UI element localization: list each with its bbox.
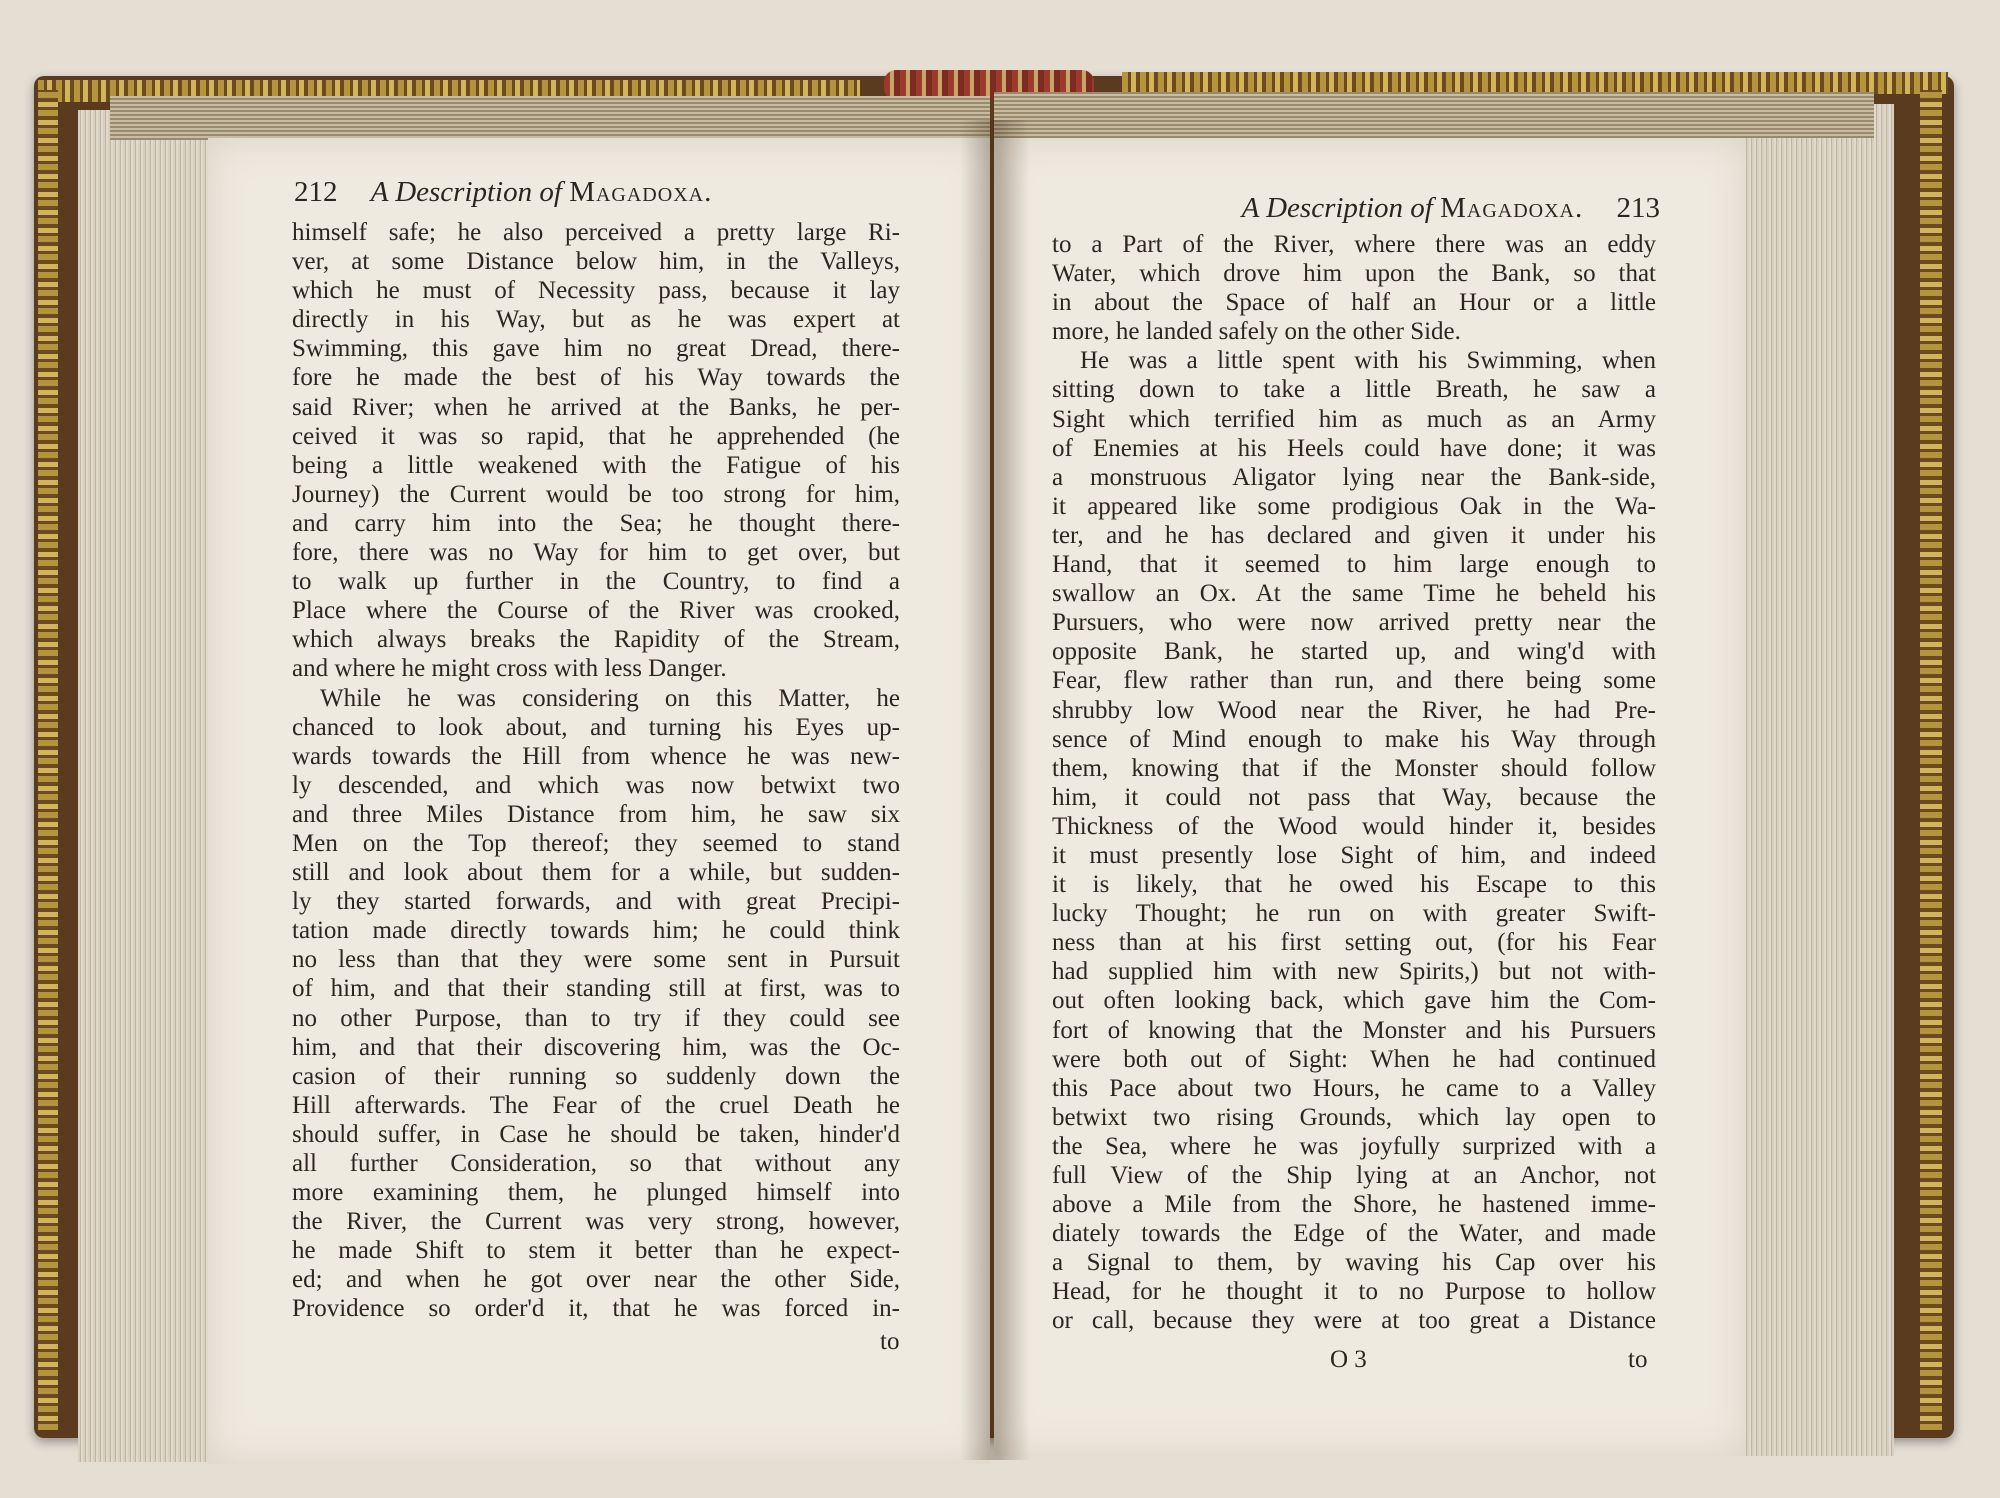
- text-line: ness than at his first setting out, (for his Fear: [1052, 929, 1656, 957]
- page-edges-top-right: [994, 92, 1874, 138]
- text-line: Thickness of the Wood would hinder it, besides: [1052, 812, 1656, 840]
- left-running-title: A Description of: [370, 176, 562, 208]
- text-line: lucky Thought; he run on with greater Swift-: [1052, 900, 1656, 928]
- text-line: being a little weakened with the Fatigue of his: [292, 451, 900, 479]
- text-line: this Pace about two Hours, he came to a Valley: [1052, 1074, 1656, 1102]
- text-line: fore, there was no Way for him to get over, but: [292, 539, 900, 567]
- text-line: in about the Space of half an Hour or a little: [1052, 289, 1656, 317]
- text-line: had supplied him with new Spirits,) but not with-: [1052, 958, 1656, 986]
- text-line: the Sea, where he was joyfully surprized with a: [1052, 1132, 1656, 1160]
- text-line: to a Part of the River, where there was an eddy: [1052, 231, 1656, 258]
- text-line: Fear, flew rather than run, and there being some: [1052, 667, 1656, 695]
- text-line: full View of the Ship lying at an Anchor, not: [1052, 1162, 1656, 1189]
- right-running-place: Magadoxa.: [1440, 192, 1584, 224]
- text-line: He was a little spent with his Swimming, when: [1080, 347, 1656, 375]
- page-edges-right: [1744, 104, 1894, 1456]
- text-line: more examining them, he plunged himself into: [292, 1179, 900, 1207]
- text-line: ly descended, and which was now betwixt two: [292, 771, 900, 799]
- left-page-number: 212: [294, 176, 338, 208]
- text-line: more, he landed safely on the other Side.: [1052, 318, 1461, 346]
- text-line: ter, and he has declared and given it under his: [1052, 521, 1656, 549]
- text-line: ly they started forwards, and with great Precipi-: [292, 888, 900, 916]
- text-line: Pursuers, who were now arrived pretty near the: [1052, 609, 1656, 637]
- text-line: casion of their running so suddenly down the: [292, 1062, 900, 1090]
- text-line: directly in his Way, but as he was expert at: [292, 306, 900, 334]
- gilt-border-left: [38, 90, 58, 1430]
- left-page-text: [292, 218, 900, 1324]
- text-line: all further Consideration, so that without any: [292, 1150, 900, 1177]
- text-line: still and look about them for a while, but sudden-: [292, 859, 900, 887]
- text-line: he made Shift to stem it better than he expect-: [292, 1237, 900, 1265]
- text-line: swallow an Ox. At the same Time he beheld his: [1052, 580, 1656, 608]
- text-line: Sight which terrified him as much as an Army: [1052, 405, 1656, 433]
- text-line: a Signal to them, by waving his Cap over his: [1052, 1249, 1656, 1277]
- text-line: it appeared like some prodigious Oak in the Wa-: [1052, 492, 1656, 520]
- text-line: Journey) the Current would be too strong for him,: [292, 480, 900, 508]
- text-line: no other Purpose, than to try if they could see: [292, 1004, 900, 1032]
- text-line: ver, at some Distance below him, in the Valleys,: [292, 248, 900, 276]
- text-line: opposite Bank, he started up, and wing'd with: [1052, 638, 1656, 666]
- text-line: Water, which drove him upon the Bank, so that: [1052, 260, 1656, 288]
- text-line: and three Miles Distance from him, he saw six: [292, 800, 900, 828]
- text-line: no less than that they were some sent in Pursuit: [292, 946, 900, 974]
- text-line: above a Mile from the Shore, he hastened imme-: [1052, 1191, 1656, 1219]
- text-line: were both out of Sight: When he had continued: [1052, 1045, 1656, 1073]
- text-line: it is likely, that he owed his Escape to this: [1052, 871, 1656, 899]
- text-line: While he was considering on this Matter, he: [320, 684, 900, 712]
- text-line: fore he made the best of his Way towards the: [292, 364, 900, 392]
- text-line: ceived it was so rapid, that he apprehended (he: [292, 422, 900, 450]
- text-line: him, and that their discovering him, was the Oc-: [292, 1033, 900, 1061]
- text-line: him, it could not pass that Way, because the: [1052, 783, 1656, 811]
- text-line: wards towards the Hill from whence he was new-: [292, 742, 900, 770]
- left-running-place: Magadoxa.: [569, 176, 713, 208]
- page-edges-top-left: [110, 96, 990, 140]
- book-gutter: [960, 120, 1030, 1460]
- right-catchword: to: [1628, 1346, 1648, 1373]
- text-line: or call, because they were at too great a Distance: [1052, 1307, 1656, 1335]
- text-line: betwixt two rising Grounds, which lay open to: [1052, 1103, 1656, 1131]
- text-line: diately towards the Edge of the Water, and made: [1052, 1220, 1656, 1248]
- gilt-border-right: [1920, 90, 1942, 1430]
- text-line: himself safe; he also perceived a pretty large Ri-: [292, 219, 900, 246]
- text-line: Place where the Course of the River was crooked,: [292, 597, 900, 625]
- right-running-head: [1140, 192, 1660, 225]
- left-catchword: to: [880, 1328, 900, 1355]
- text-line: Head, for he thought it to no Purpose to hollow: [1052, 1278, 1656, 1306]
- text-line: chanced to look about, and turning his Eyes up-: [292, 713, 900, 741]
- text-line: should suffer, in Case he should be taken, hinder'd: [292, 1120, 900, 1148]
- text-line: Hand, that it seemed to him large enough to: [1052, 551, 1656, 579]
- gilt-border-top-right: [1122, 72, 1948, 94]
- text-line: which he must of Necessity pass, because it lay: [292, 277, 900, 305]
- text-line: them, knowing that if the Monster should follow: [1052, 754, 1656, 782]
- text-line: ed; and when he got over near the other Side,: [292, 1266, 900, 1294]
- text-line: the River, the Current was very strong, however,: [292, 1208, 900, 1236]
- text-line: shrubby low Wood near the River, he had Pre-: [1052, 696, 1656, 724]
- text-line: of Enemies at his Heels could have done; it was: [1052, 434, 1656, 462]
- text-line: it must presently lose Sight of him, and indeed: [1052, 841, 1656, 869]
- text-line: and where he might cross with less Danger.: [292, 655, 727, 683]
- text-line: fort of knowing that the Monster and his Pursuers: [1052, 1016, 1656, 1044]
- text-line: sence of Mind enough to make his Way through: [1052, 725, 1656, 753]
- right-running-title: A Description of: [1241, 192, 1433, 224]
- text-line: and carry him into the Sea; he thought there-: [292, 509, 900, 537]
- text-line: Hill afterwards. The Fear of the cruel Death he: [292, 1091, 900, 1119]
- text-line: Swimming, this gave him no great Dread, there-: [292, 335, 900, 363]
- text-line: tation made directly towards him; he could think: [292, 917, 900, 945]
- right-page-number: 213: [1616, 192, 1660, 224]
- signature-mark: O 3: [1330, 1346, 1367, 1373]
- text-line: Men on the Top thereof; they seemed to stand: [292, 829, 900, 857]
- text-line: sitting down to take a little Breath, he saw a: [1052, 376, 1656, 404]
- text-line: of him, and that their standing still at first, was to: [292, 975, 900, 1003]
- left-running-head: [294, 176, 914, 209]
- text-line: said River; when he arrived at the Banks, he per-: [292, 393, 900, 421]
- page-edges-left: [78, 110, 208, 1462]
- text-line: out often looking back, which gave him the Com-: [1052, 987, 1656, 1015]
- text-line: a monstruous Aligator lying near the Bank-side,: [1052, 463, 1656, 491]
- text-line: which always breaks the Rapidity of the Stream,: [292, 626, 900, 654]
- text-line: to walk up further in the Country, to find a: [292, 568, 900, 596]
- right-page-text: [1052, 230, 1656, 1336]
- text-line: Providence so order'd it, that he was forced in-: [292, 1295, 900, 1323]
